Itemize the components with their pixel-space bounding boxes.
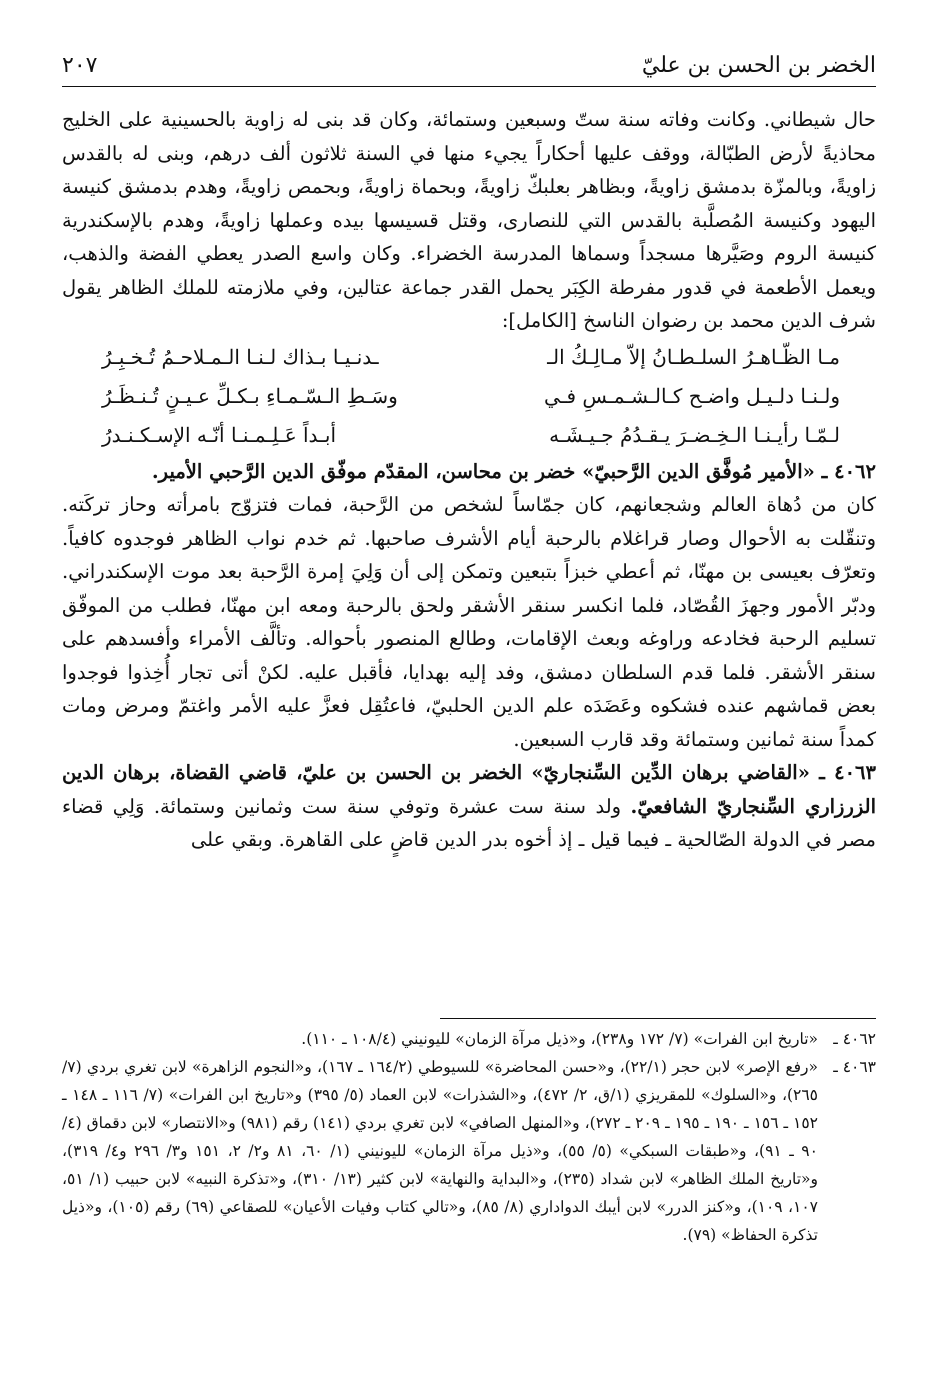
- verse-first-hemistich: لـمّـا رأيـنـا الـخِـضـرَ يـقـدُمُ جـيـشَـه: [549, 422, 840, 447]
- entry-text: ولد سنة ست عشرة وتوفي سنة ست وثمانين وستمائة. وَلِي قضاء مصر في الدولة الصّالحية ـ فيما قيل ـ إذ أخوه بدر الدين قاضٍ على القاهرة. وبقي على: [62, 794, 876, 851]
- verse-first-hemistich: ولـنـا دلـيـل واضـح كـالـشـمـسِ فـي: [543, 383, 840, 408]
- paragraph: حال شيطاني. وكانت وفاته سنة ستّ وسبعين وستمائة، وكان قد بنى له زاوية بالحسينية على الخليج محاذيةً لأرض الطبّالة، ووقف عليها أحكاراً يجيء منها في السنة ثلاثون ألف درهم، وبنى له بالقدس زاويةً، وبالمزّة بدمشق زاويةً، وبظاهر بعلبكّ زاويةً، وبحماة زاويةً، وبحمص زاويةً، وهدم بدمشق كنيسة اليهود وكنيسة المُصلَّبة بالقدس التي للنصارى، وقتل قسيسها بيده وعملها زاويةً، وهدم بالإسكندرية كنيسة الروم وصَيَّرها مسجداً وسماها المدرسة الخضراء. وكان واسع الصدر يعطي الفضة والذهب، ويعمل الأطعمة في قدور مفرطة الكِبَر يحمل القدر جماعة عتالين، وفي ملازمته للملك الظاهر يقول شرف الدين محمد بن رضوان الناسخ [الكامل]:: [62, 108, 876, 332]
- running-header: [62, 30, 876, 78]
- header-divider: [62, 86, 876, 87]
- entry-heading: ٤٠٦٢ ـ «الأمير مُوفَّق الدين الرَّحبيّ» خضر بن محاسن، المقدّم موفّق الدين الرَّحبي الأمير.: [151, 459, 876, 483]
- header-title: الخضر بن الحسن بن عليّ: [641, 53, 876, 78]
- poem-verse: [62, 338, 876, 377]
- footnote-number: ٤٠٦٣ ـ: [833, 1058, 876, 1076]
- main-text: [62, 103, 876, 857]
- footnotes: [62, 1025, 876, 1249]
- poem-verse: [62, 377, 876, 416]
- verse-first-hemistich: مـا الظّـاهـرُ السلـطـانُ إلاّ مـالِـكُ الـ: [547, 344, 840, 369]
- verse-second-hemistich: أبـداً عَـلِـمـنـا أنّـه الإسـكـنـدرُ: [102, 422, 337, 447]
- footnote-number: ٤٠٦٢ ـ: [833, 1030, 876, 1048]
- footnote: [62, 1025, 876, 1053]
- entry-text: كان من دُهاة العالم وشجعانهم، كان جمّاساً لشخص من الرَّحبة، فمات فتزوّج بامرأته وحاز تركَته. وتنقّلت به الأحوال وصار قراغلام بالرحبة أيام الأشرف صاحبها. ثم خدم نواب الظاهر فوجدوه كافياً. وتعرّف بعيسى بن مهنّا، ثم أعطي خبزاً بتبعين وتمكن إلى أن وَلِيَ إمرة الرَّحبة بعد موت الإسكندراني. ودبّر الأمور وجهزَ القُصّاد، فلما انكسر سنقر الأشقر ولحق بالرحبة ومعه ابن مهنّا، فطلب من الموفّق تسليم الرحبة فخادعه وراوغه وبعث الإقامات، وطالع المنصور بأحواله. وتألَّف الأمراء وأفسدهم على سنقر الأشقر. فلما قدم السلطان دمشق، وفد إليه بهدايا، فأقبل عليه. لكنْ أتى تجار أُخِذوا فوجدوا بعض قماشهم عنده فشكوه وعَضَدَه علم الدين الحلبيّ، فاعتُقِل فعزَّ عليه الأمر واغتمّ ومرض ومات كمداً سنة ثمانين وستمائة وقد قارب السبعين.: [62, 493, 876, 751]
- footnote-divider: [440, 1018, 876, 1019]
- footnote-text: «رفع الإصر» لابن حجر (٢٢/١)، و«حسن المحاضرة» للسيوطي (١٦٤/٢ ـ ١٦٧)، و«النجوم الزاهرة» لابن تغري بردي (٧/ ٢٦٥)، و«السلوك» للمقريزي (١/ق، ٢/ ٤٧٢)، و«الشذرات» لابن العماد (٥/ ٣٩٥) و«تاريخ ابن الفرات» (٧/ ١١٦ ـ ١٤٨ ـ ١٥٢ ـ ١٥٦ ـ ١٩٠ ـ ١٩٥ ـ ٢٠٩ ـ ٢٧٢)، و«المنهل الصافي» لابن تغري بردي (١٤١) رقم (٩٨١) و«الانتصار» لابن دقماق (٤/ ٩٠ ـ ٩١)، و«طبقات السبكي» (٥/ ٥٥)، و«ذيل مرآة الزمان» لليونيني (١/ ٦٠، ٨١ و٢/ ٢، ١٥١ و٣/ ٢٩٦ و٤/ ٣١٩)، و«تاريخ الملك الظاهر» لابن شداد (٢٣٥)، و«البداية والنهاية» لابن كثير (١٣/ ٣١٠)، و«تذكرة النبيه» لابن حبيب (١/ ٥١، ١٠٧، ١٠٩)، و«كنز الدرر» لابن أيبك الدواداري (٨/ ٨٥)، و«تالي كتاب وفيات الأعيان» للصقاعي (٦٩) رقم (١٠٥)، و«ذيل تذكرة الحفاظ» (٧٩).: [62, 1058, 819, 1244]
- verse-second-hemistich: ـدنـيـا بـذاك لـنـا الـمـلاحـمُ تُـخـبِـرُ: [102, 344, 379, 369]
- entry-heading: ٤٠٦٣ ـ «القاضي برهان الدِّين السِّنجاريّ» الخضر بن الحسن بن عليّ، قاضي القضاة، برهان الدين الزرزاري السِّنجاريّ الشافعيّ.: [62, 761, 877, 818]
- entry-4062: [62, 455, 876, 489]
- poem-verse: [62, 416, 876, 455]
- poem: [62, 338, 876, 455]
- verse-second-hemistich: وسَـطِ الـسّـمـاءِ بـكـلِّ عـيـنٍ تُـنـظَـرُ: [102, 383, 398, 408]
- footnote: [62, 1053, 876, 1249]
- entry-4063: [62, 756, 876, 857]
- footnote-text: «تاريخ ابن الفرات» (٧/ ١٧٢ و٢٣٨)، و«ذيل مرآة الزمان» لليونيني (١٠٨/٤ ـ ١١٠).: [301, 1030, 818, 1048]
- page-number: ٢٠٧: [62, 53, 98, 78]
